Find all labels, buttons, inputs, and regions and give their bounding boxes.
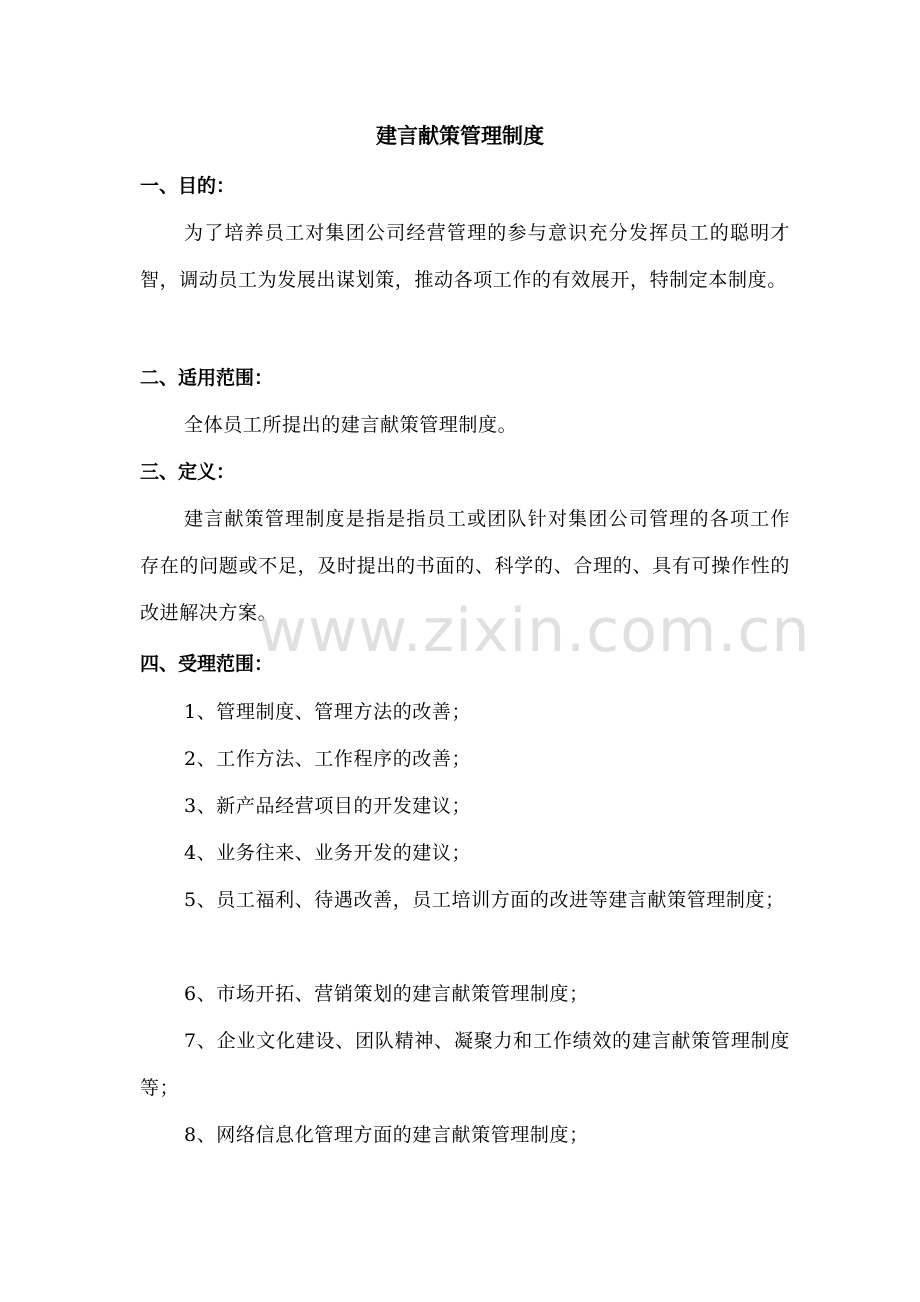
watermark-text: www.zixin.com.cn (258, 596, 811, 666)
list-item: 3、新产品经营项目的开发建议； (184, 795, 472, 817)
section-heading-scope: 二、适用范围： (140, 367, 274, 389)
list-item: 2、工作方法、工作程序的改善； (184, 748, 472, 770)
section-heading-definition: 三、定义： (140, 461, 236, 483)
list-item: 5、员工福利、待遇改善，员工培训方面的改进等建言献策管理制度； (184, 889, 785, 911)
list-item: 6、市场开拓、营销策划的建言献策管理制度； (184, 983, 589, 1005)
section-text-scope: 全体员工所提出的建言献策管理制度。 (184, 414, 518, 436)
list-item: 1、管理制度、管理方法的改善； (184, 701, 472, 723)
section-text-purpose: 为了培养员工对集团公司经营管理的参与意识充分发挥员工的聪明才智，调动员工为发展出谋划策，推动各项工作的有效展开，特制定本制度。 (140, 222, 790, 291)
list-item: 4、业务往来、业务开发的建议； (184, 842, 472, 864)
section-heading-purpose: 一、目的： (140, 175, 236, 197)
list-item: 7、企业文化建设、团队精神、凝聚力和工作绩效的建言献策管理制度等； (140, 1030, 790, 1099)
section-text-definition: 建言献策管理制度是指是指员工或团队针对集团公司管理的各项工作存在的问题或不足，及时提出的书面的、科学的、合理的、具有可操作性的改进解决方案。 (140, 508, 790, 624)
document-title: 建言献策管理制度 (376, 123, 544, 148)
section-heading-acceptance: 四、受理范围： (140, 653, 274, 675)
list-item: 8、网络信息化管理方面的建言献策管理制度； (184, 1124, 589, 1146)
